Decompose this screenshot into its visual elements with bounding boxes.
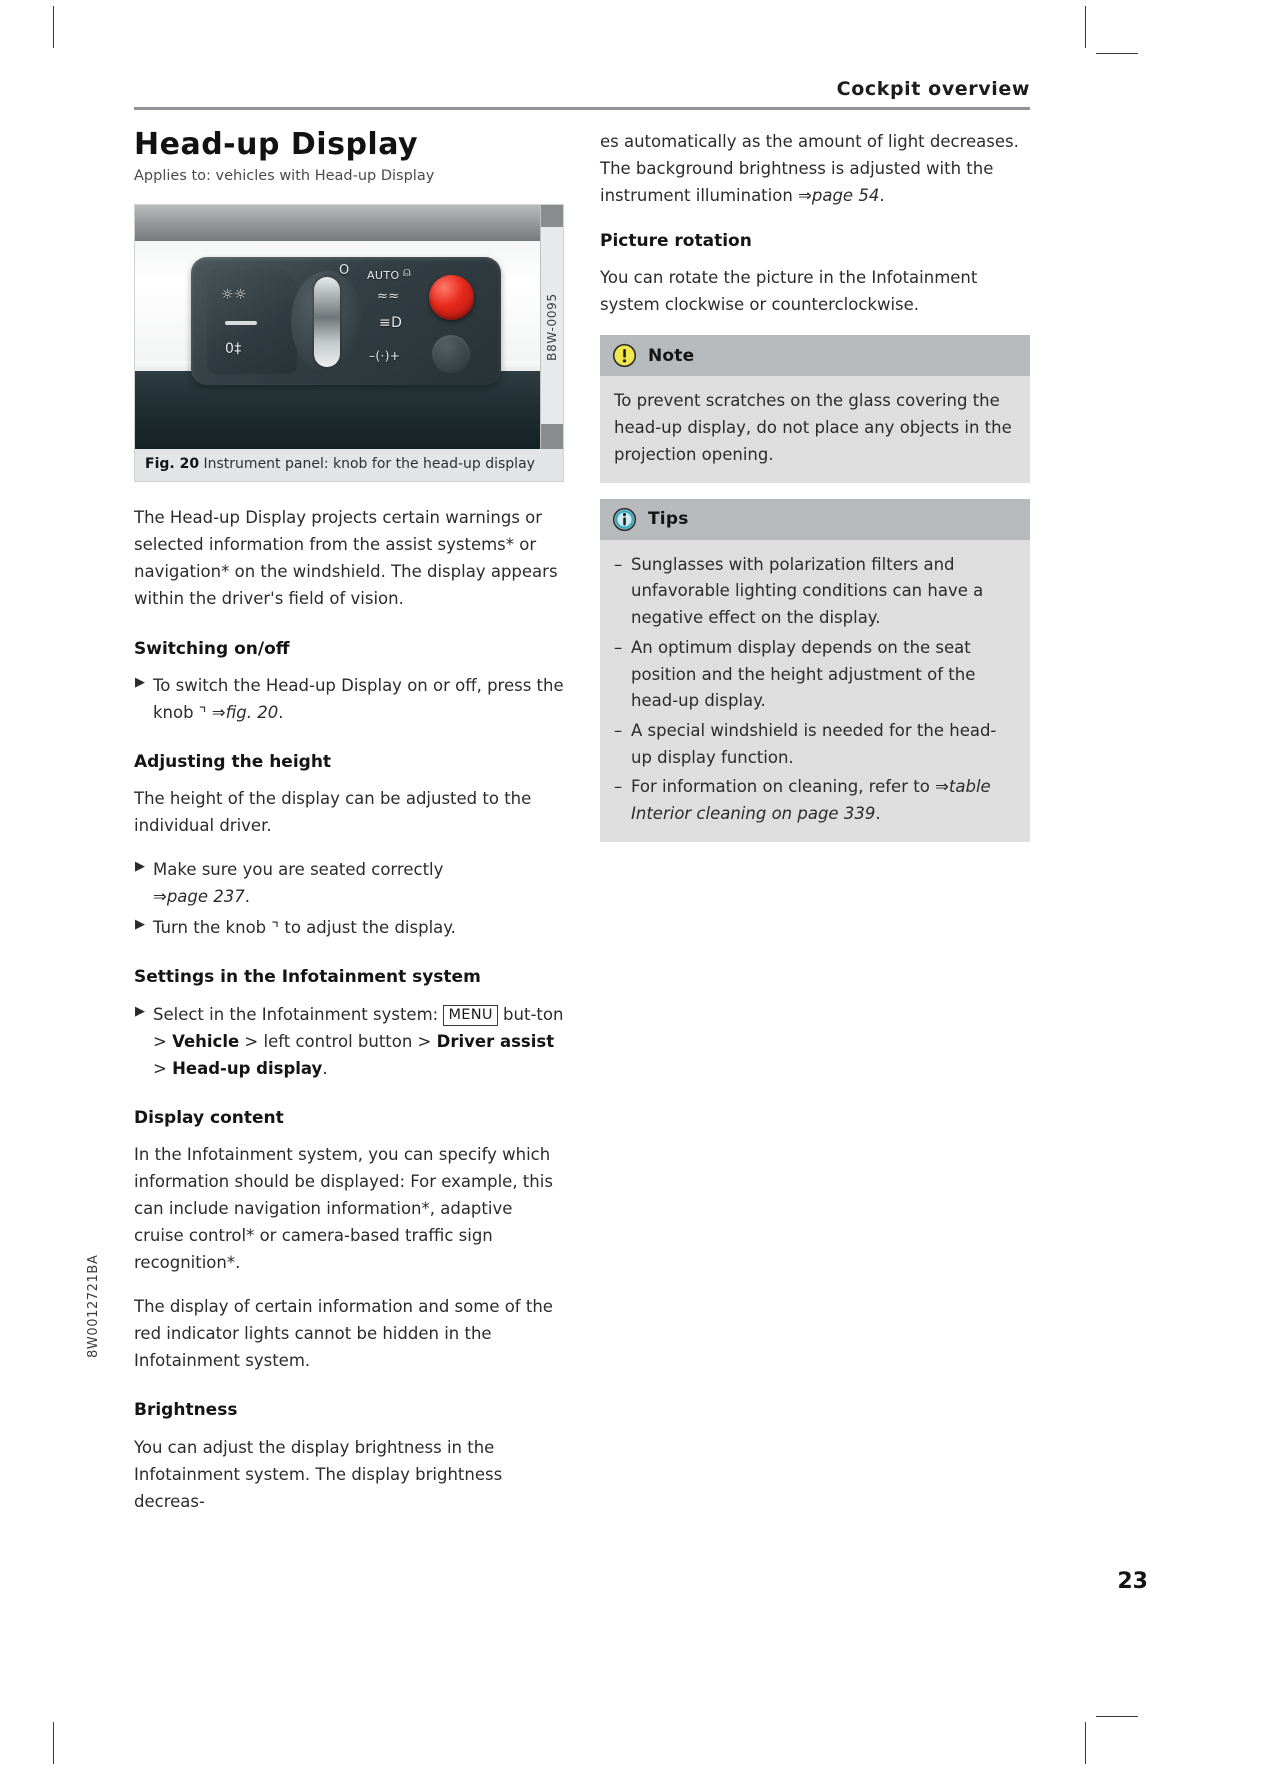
knob-label-auto: AUTO [367, 268, 400, 282]
tip-dash-icon: – [614, 720, 623, 740]
tip-text-post: . [875, 804, 881, 824]
heading-picture-rotation: Picture rotation [600, 231, 752, 252]
knob-icon: ⌝ [198, 703, 207, 723]
settings-step-prefix: Select in the Infotainment system: [153, 1004, 444, 1024]
menu-path-text: . [322, 1058, 328, 1078]
tip-item [614, 718, 1016, 771]
heading-display-content: Display content [134, 1107, 284, 1128]
cross-reference-page237[interactable]: page 237 [166, 887, 245, 907]
step-text-pre: Make sure you are seated correctly [153, 860, 444, 880]
step-text-pre: To switch the Head-up Display on or off, press the knob [153, 675, 564, 722]
crop-mark-top-right-v [1085, 6, 1086, 48]
step-item [134, 856, 564, 910]
running-header-title: Cockpit overview [836, 78, 1030, 100]
info-circle-icon [612, 507, 637, 532]
headlight-knob[interactable] [291, 271, 363, 372]
intro-paragraph: The Head-up Display projects certain warnings or selected information from the assist systems* or navigation* on the windshield. The display appears within the driver's field of vision. [134, 508, 558, 609]
tip-text: An optimum display depends on the seat position and the height adjustment of the head-up display. [631, 637, 976, 711]
picture-rotation-paragraph: You can rotate the picture in the Infotainment system clockwise or counterclockwise. [600, 268, 978, 315]
figure-image-id: B8W-0095 [545, 293, 559, 362]
pad-divider [225, 321, 257, 325]
exclamation-circle-icon [612, 343, 637, 368]
figure-20 [134, 204, 564, 483]
menu-path-item[interactable]: Head-up display [172, 1058, 323, 1078]
page-number: 23 [1117, 1569, 1148, 1594]
step-item [134, 1001, 564, 1082]
note-callout [600, 335, 1030, 482]
step-arrow: ⇒ [153, 887, 167, 907]
brightness-paragraph: You can adjust the display brightness in the Infotainment system. The display brightness decreas- [134, 1437, 503, 1511]
tip-item [614, 774, 1016, 827]
steps-settings [134, 1001, 564, 1082]
figure-photo [134, 204, 564, 449]
menu-path-text: but- [497, 1004, 537, 1024]
menu-path-text: ton > [153, 1004, 564, 1051]
tips-callout [600, 499, 1030, 842]
cross-reference-interior-cleaning[interactable]: table Interior cleaning on page 339 [631, 777, 991, 824]
step-text-post: to adjust the display. [279, 918, 456, 938]
figure-caption-label: Fig. 20 [145, 455, 200, 472]
step-text-pre: Turn the knob [153, 918, 272, 938]
menu-path-item[interactable]: Vehicle [172, 1031, 240, 1051]
steps-adjusting [134, 856, 564, 941]
step-triangle-icon: ▶ [135, 859, 145, 875]
menu-button-key[interactable]: MENU [443, 1005, 497, 1026]
photo-upper-trim [135, 205, 542, 245]
brightness-continuation [600, 128, 1030, 209]
note-callout-header [600, 335, 1030, 376]
knob-lever[interactable] [314, 277, 340, 367]
knob-label-headlight-range: –(·)+ [369, 348, 401, 363]
tip-dash-icon: – [614, 554, 623, 574]
tip-item [614, 552, 1016, 632]
tip-dash-icon: – [614, 777, 623, 797]
running-header [134, 78, 1030, 110]
menu-path-item[interactable]: Driver assist [436, 1031, 555, 1051]
figure-id-tab [540, 205, 563, 449]
display-content-paragraph-2: The display of certain information and some of the red indicator lights cannot be hidden in the Infotainment system. [134, 1297, 553, 1371]
id-tab-top-bar [541, 205, 563, 227]
tip-text: Sunglasses with polarization filters and unfavorable lighting conditions can have a negative effect on the display. [631, 554, 984, 628]
step-triangle-icon: ▶ [135, 674, 145, 690]
crop-mark-bottom-right-h [1096, 1716, 1138, 1717]
header-rule [134, 107, 1030, 110]
step-item [134, 672, 564, 726]
page-title: Head-up Display [134, 127, 419, 162]
front-fog-symbol: 0‡ [225, 340, 242, 357]
menu-path-text: > [153, 1058, 173, 1078]
head-up-display-knob[interactable] [432, 335, 470, 373]
rear-fog-symbol: ☼☼ [221, 286, 247, 303]
step-arrow: ⇒ [206, 702, 226, 722]
heading-adjusting-height: Adjusting the height [134, 751, 332, 772]
step-triangle-icon: ▶ [135, 917, 145, 933]
continuation-text: es automatically as the amount of light decreases. The background brightness is adjusted with the instrument illumination [600, 132, 1019, 206]
knob-label-off: O [339, 262, 350, 278]
crop-mark-top-right-h [1096, 53, 1138, 54]
tip-item [614, 635, 1016, 715]
figure-caption [134, 449, 564, 483]
crop-mark-bottom-right-v [1085, 1722, 1086, 1764]
cross-reference-page54[interactable]: page 54 [811, 186, 880, 206]
light-switch-panel [191, 257, 501, 385]
figure-caption-text: Instrument panel: knob for the head-up display [203, 455, 535, 472]
step-triangle-icon: ▶ [135, 1003, 145, 1019]
step-item [134, 914, 564, 941]
tip-text-pre: For information on cleaning, refer to [631, 777, 936, 797]
knob-label-wiper: ⍝ [403, 264, 412, 280]
crop-mark-bottom-left-v [53, 1722, 54, 1764]
tip-arrow: ⇒ [935, 777, 949, 797]
note-callout-body [600, 376, 1030, 482]
heading-switching-on-off: Switching on/off [134, 638, 290, 659]
knob-label-dipped-beam: ≈≈ [377, 288, 400, 304]
step-text-post: . [244, 887, 251, 907]
menu-path-text: > left control button > [239, 1031, 437, 1051]
applies-to-note: Applies to: vehicles with Head-up Display [134, 168, 435, 184]
knob-label-side-light: ≡D [379, 314, 403, 331]
knob-icon: ⌝ [271, 919, 280, 939]
cross-reference-fig20[interactable]: fig. 20 [225, 702, 279, 722]
tips-callout-body [600, 540, 1030, 842]
step-text-post: . [278, 702, 284, 722]
fog-light-pad [207, 269, 297, 374]
heading-brightness: Brightness [134, 1400, 238, 1421]
note-callout-title: Note [648, 345, 695, 366]
right-column [600, 128, 1030, 858]
display-content-paragraph-1: In the Infotainment system, you can specify which information should be displayed: For example, this can include navigation information*, adaptive cruise control* or camera-based traffic sign recognition*. [134, 1145, 553, 1273]
steps-switching [134, 672, 564, 726]
tip-dash-icon: – [614, 637, 623, 657]
left-column [134, 128, 564, 1515]
document-number: 8W0012721BA [86, 1254, 101, 1358]
continuation-post: . [879, 186, 885, 206]
tips-callout-header [600, 499, 1030, 540]
id-tab-bottom-bar [541, 424, 563, 449]
crop-mark-top-left-v [53, 6, 54, 48]
hazard-warning-button[interactable] [429, 275, 474, 320]
tip-text: A special windshield is needed for the head-up display function. [631, 720, 997, 767]
continuation-arrow: ⇒ [798, 186, 812, 206]
adjusting-height-paragraph: The height of the display can be adjusted to the individual driver. [134, 789, 532, 836]
tips-callout-title: Tips [648, 509, 689, 530]
note-callout-text: To prevent scratches on the glass covering the head-up display, do not place any objects in the projection opening. [614, 391, 1012, 464]
heading-settings-infotainment: Settings in the Infotainment system [134, 967, 481, 988]
